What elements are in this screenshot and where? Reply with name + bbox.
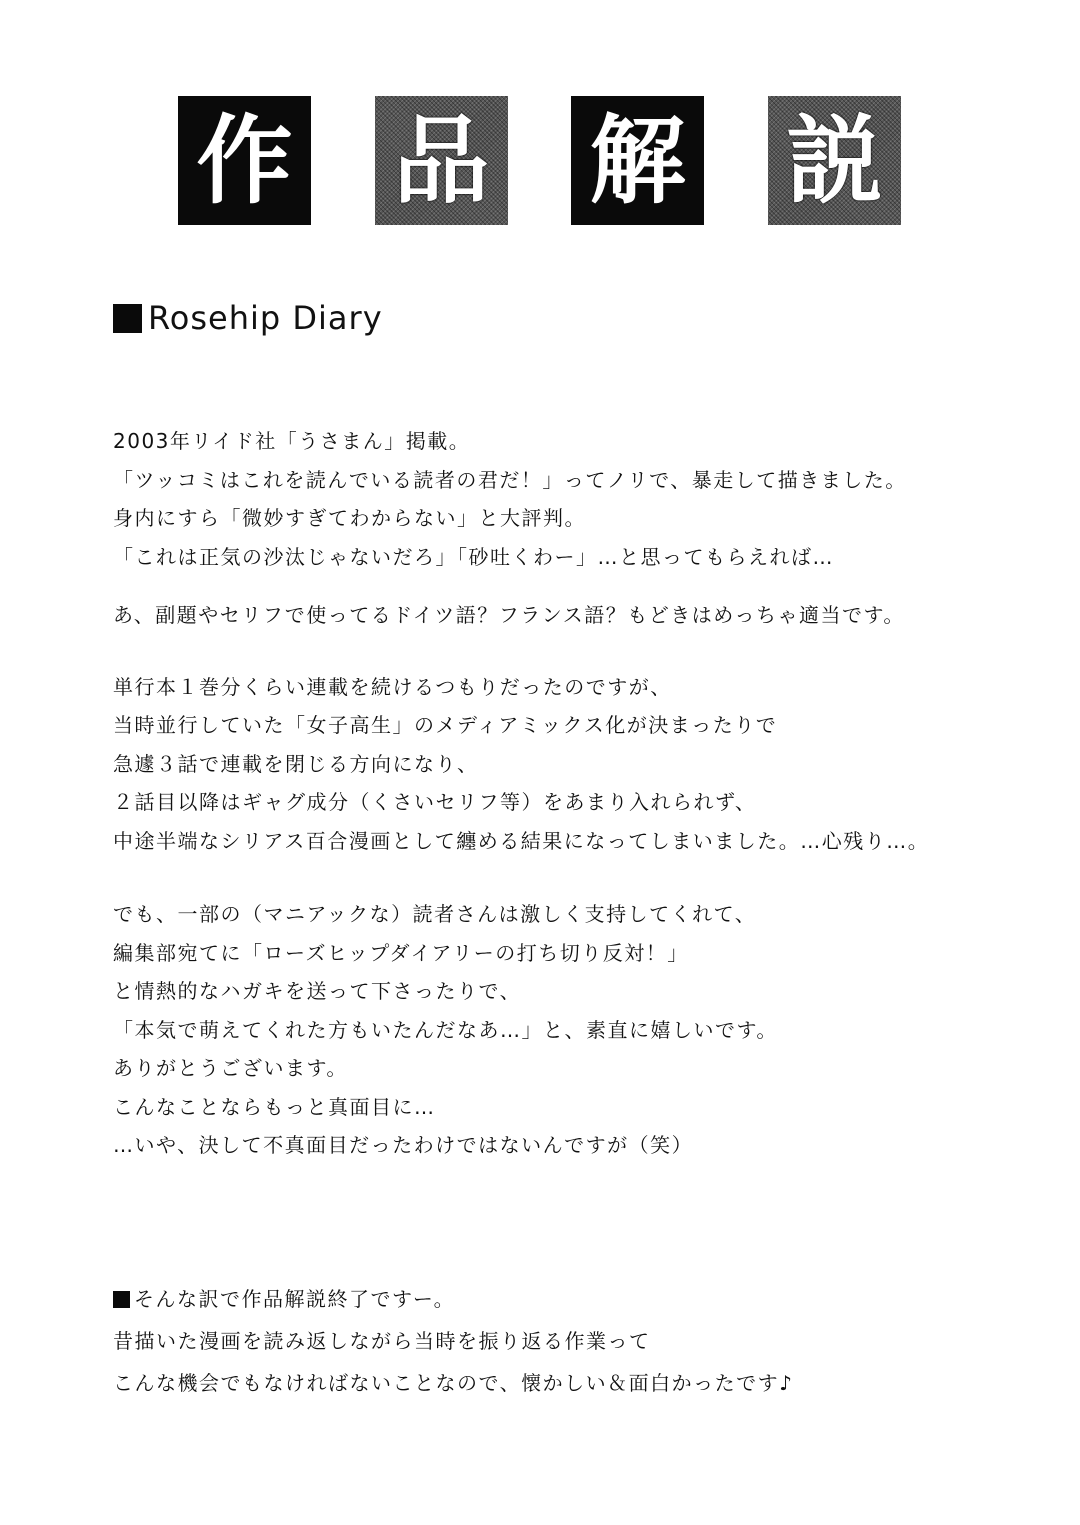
text-line: 「これは正気の沙汰じゃないだろ」「砂吐くわー」…と思ってもらえれば…	[113, 544, 834, 569]
closing-note	[113, 1278, 1013, 1404]
text-line: そんな訳で作品解説終了ですー。	[134, 1287, 456, 1311]
text-line: でも、一部の（マニアックな）読者さんは激しく支持してくれて、	[113, 902, 757, 926]
text-line: 2003年リイド社「うさまん」掲載。	[113, 429, 471, 453]
text-line: 身内にすら「微妙すぎてわからない」と大評判。	[113, 506, 586, 530]
paragraph-1	[113, 422, 1013, 576]
title-char-1: 作	[196, 104, 293, 217]
text-line: …いや、決して不真面目だったわけではないんですが（笑）	[113, 1133, 694, 1157]
title-tile-4	[768, 96, 901, 225]
text-line: 編集部宛てに「ローズヒップダイアリーの打ち切り反対！」	[113, 940, 689, 965]
text-line: 急遽３話で連載を閉じる方向になり、	[113, 751, 479, 776]
paragraph-4	[113, 895, 1013, 1165]
title-char-2: 品	[393, 104, 490, 217]
title-tile-1	[178, 96, 311, 225]
text-line: ありがとうございます。	[113, 1056, 348, 1080]
square-bullet-icon	[113, 304, 142, 333]
text-line: 単行本１巻分くらい連載を続けるつもりだったのですが、	[113, 674, 672, 699]
article-body	[113, 422, 1013, 1165]
text-line: ２話目以降はギャグ成分（くさいセリフ等）をあまり入れられず、	[113, 790, 757, 814]
closing-heading	[113, 1278, 1013, 1320]
section-heading-text: Rosehip Diary	[148, 299, 383, 337]
paragraph-3	[113, 668, 1013, 861]
title-banner	[178, 96, 902, 225]
title-char-3: 解	[589, 104, 686, 217]
text-line: 当時並行していた「女子高生」のメディアミックス化が決まったりで	[113, 713, 778, 737]
paragraph-2	[113, 596, 1013, 635]
text-line: あ、副題やセリフで使ってるドイツ語？フランス語？もどきはめっちゃ適当です。	[113, 603, 905, 627]
text-line: こんなことならもっと真面目に…	[113, 1094, 436, 1119]
text-line: 昔描いた漫画を読み返しながら当時を振り返る作業って	[113, 1329, 651, 1353]
section-heading	[113, 296, 383, 340]
title-tile-2	[375, 96, 508, 225]
text-line: 「本気で萌えてくれた方もいたんだなあ…」と、素直に嬉しいです。	[113, 1017, 778, 1042]
text-line: と情熱的なハガキを送って下さったりで、	[113, 979, 522, 1003]
text-line: 中途半端なシリアス百合漫画として纏める結果になってしまいました。…心残り…。	[113, 828, 930, 853]
text-line: こんな機会でもなければないことなので、懐かしい＆面白かったです♪	[113, 1371, 794, 1395]
title-char-4: 説	[786, 104, 883, 217]
title-tile-3	[571, 96, 704, 225]
text-line: 「ツッコミはこれを読んでいる読者の君だ！」ってノリで、暴走して描きました。	[113, 467, 907, 492]
square-bullet-icon	[113, 1291, 130, 1308]
